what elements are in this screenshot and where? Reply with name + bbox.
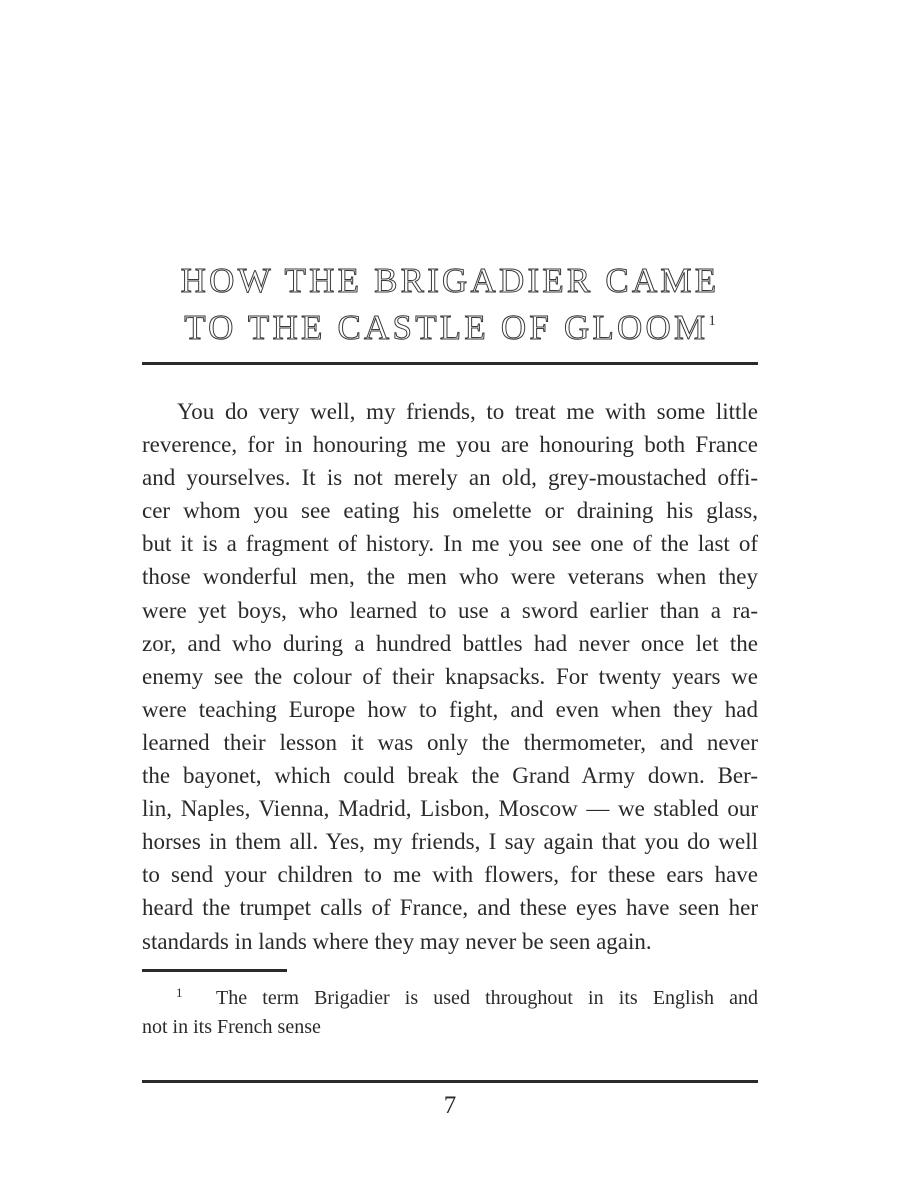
footnote-text-1: The term Brigadier is used throughout in its English and [216, 987, 758, 1009]
body-line: those wonderful men, the men who were veterans when they [142, 564, 758, 590]
body-line: lin, Naples, Vienna, Madrid, Lisbon, Moscow — we stabled our [142, 796, 758, 822]
page-number: 7 [443, 1092, 457, 1119]
body-line: heard the trumpet calls of France, and these eyes have seen her [142, 895, 758, 921]
footnote-line-2: not in its French sense [142, 1016, 321, 1038]
chapter-title [142, 260, 758, 348]
body-line: standards in lands where they may never be seen again. [142, 928, 652, 954]
body-line: horses in them all. Yes, my friends, I say again that you do well [142, 829, 758, 855]
body-line: were teaching Europe how to fight, and even when they had [142, 696, 758, 722]
footnote-divider [142, 969, 287, 972]
footnote-reference[interactable]: 1 [708, 313, 716, 329]
book-page [142, 0, 758, 1200]
body-line: zor, and who during a hundred battles had never once let the [142, 630, 758, 656]
chapter-title-line-1: HOW THE BRIGADIER CAME [180, 261, 720, 300]
chapter-title-line-2: TO THE CASTLE OF GLOOM [184, 308, 709, 347]
chapter-body [142, 395, 758, 958]
footnote [142, 978, 758, 1042]
body-line: to send your children to me with flowers, for these ears have [142, 862, 758, 888]
title-divider [142, 362, 758, 365]
footnote-marker: 1 [176, 985, 183, 1000]
body-line: learned their lesson it was only the thermometer, and never [142, 729, 758, 755]
body-line: reverence, for in honouring me you are honouring both France [142, 432, 758, 458]
body-line: the bayonet, which could break the Grand Army down. Ber- [142, 763, 758, 789]
footer-divider [142, 1080, 758, 1083]
body-line: cer whom you see eating his omelette or draining his glass, [142, 498, 758, 524]
body-line: were yet boys, who learned to use a sword earlier than a ra- [142, 597, 758, 623]
footnote-line-1 [142, 978, 758, 1013]
body-line: You do very well, my friends, to treat me with some little [177, 399, 758, 424]
body-line: enemy see the colour of their knapsacks. For twenty years we [142, 663, 758, 689]
body-line: and yourselves. It is not merely an old, grey-moustached offi- [142, 465, 758, 491]
body-line: but it is a fragment of history. In me you see one of the last of [142, 531, 758, 557]
